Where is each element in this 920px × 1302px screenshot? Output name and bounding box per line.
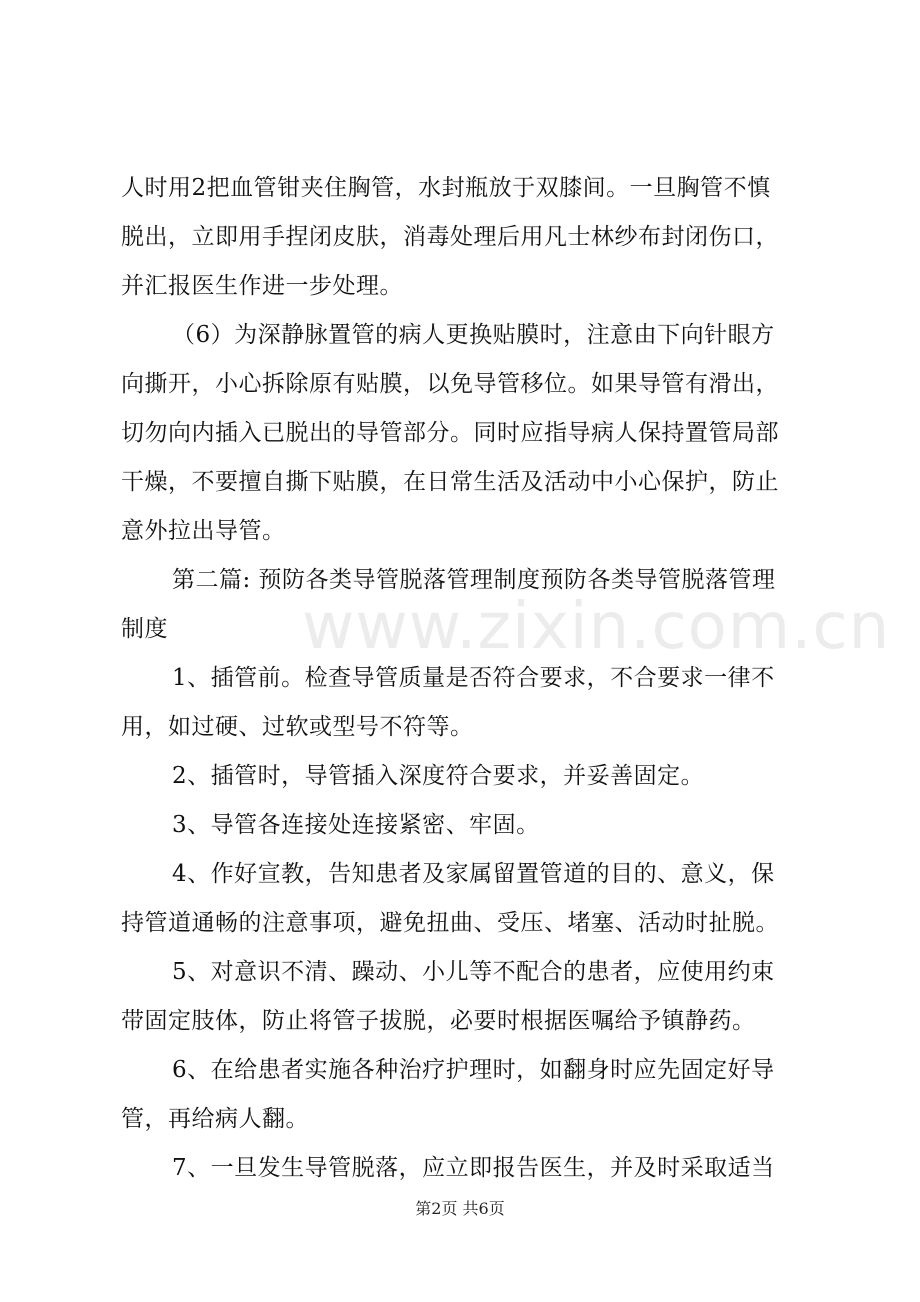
body-line: 并汇报医生作进一步处理。 [121,273,403,299]
body-line: 向撕开，小心拆除原有贴膜，以免导管移位。如果导管有滑出， [121,371,779,397]
body-line: 脱出，立即用手捏闭皮肤，消毒处理后用凡士林纱布封闭伤口， [121,224,779,250]
watermark-text: www.zixin.com.cn [302,590,891,664]
list-item-line: 用，如过硬、过软或型号不符等。 [121,714,474,740]
list-item-line: 7、一旦发生导管脱落，应立即报告医生，并及时采取适当 [172,1155,775,1181]
section-heading-line: 制度 [121,616,168,642]
list-item-line: 带固定肢体，防止将管子拔脱，必要时根据医嘱给予镇静药。 [121,1008,756,1034]
body-line: 意外拉出导管。 [121,518,286,544]
section-heading-line: 第二篇: 预防各类导管脱落管理制度预防各类导管脱落管理 [172,567,776,593]
list-item-line: 管，再给病人翻。 [121,1106,309,1132]
list-item-line: 持管道通畅的注意事项，避免扭曲、受压、堵塞、活动时扯脱。 [121,910,779,936]
body-line: （6）为深静脉置管的病人更换贴膜时，注意由下向针眼方 [172,322,775,348]
body-line: 人时用2把血管钳夹住胸管，水封瓶放于双膝间。一旦胸管不慎 [121,175,771,201]
body-line: 干燥，不要擅自撕下贴膜，在日常生活及活动中小心保护，防止 [121,469,779,495]
list-item-line: 4、作好宣教，告知患者及家属留置管道的目的、意义，保 [172,861,775,887]
list-item-line: 6、在给患者实施各种治疗护理时，如翻身时应先固定好导 [172,1057,775,1083]
list-item-line: 3、导管各连接处连接紧密、牢固。 [172,812,540,838]
body-line: 切勿向内插入已脱出的导管部分。同时应指导病人保持置管局部 [121,420,779,446]
list-item-line: 5、对意识不清、躁动、小儿等不配合的患者，应使用约束 [172,959,775,985]
page-number-footer: 第2页 共6页 [415,1199,505,1218]
list-item-line: 1、插管前。检查导管质量是否符合要求，不合要求一律不 [172,665,775,691]
list-item-line: 2、插管时，导管插入深度符合要求，并妥善固定。 [172,763,705,789]
